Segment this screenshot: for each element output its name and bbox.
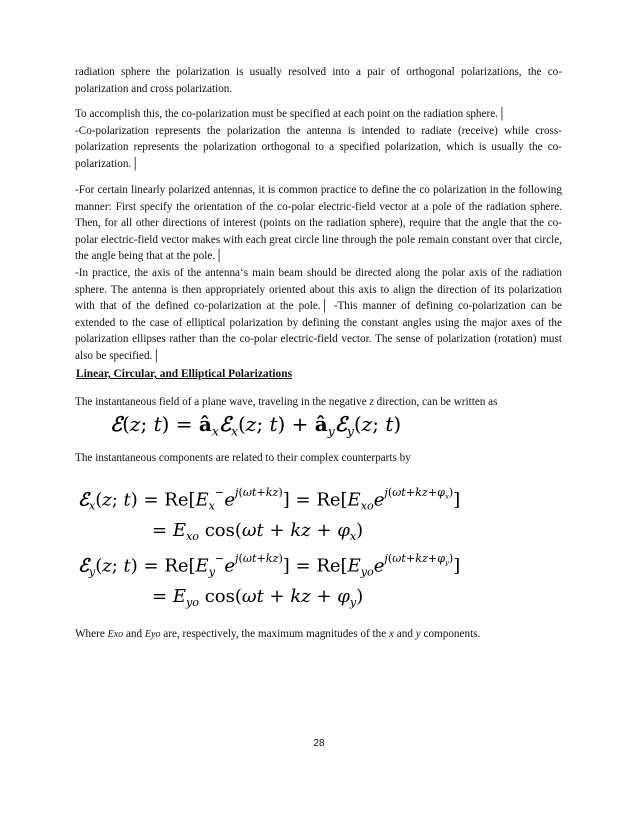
equation-ey-cos: = $E_{yo}$ cos(ωt + kz + $\varphi_y$) bbox=[152, 586, 364, 609]
equation-field-vector: ℰ(z; $t) = â_xℰ_x(z$; $t) + â_yℰ_y(z$; t) bbox=[110, 412, 402, 439]
paragraph-intro: The instantaneous field of a plane wave, traveling in the negative z direction, can be written as bbox=[75, 396, 498, 408]
paragraph-linear-antennas: -For certain linearly polarized antennas, it is common practice to define the co polarization in the following manner: First specify the orientation of the co-polar electric-field vector at a pole of the radiation sphere. Then, for all other directions of interest (points on the radiation sphere), require that the angle that the co-polar electric-field vector makes with each great circle line through the pole remain constant over that circle, the angle being that at the pole.│ bbox=[75, 184, 562, 263]
equation-ex-cos: = $E_{xo}$ cos(ωt + kz + $\varphi_x$) bbox=[152, 520, 364, 543]
paragraph-components: The instantaneous components are related to their complex counterparts by bbox=[75, 452, 411, 464]
equation-ex-real: ℰ$_x$(z; $t) = Re[E_x^-e^{j(\omega t+kz)}] = Re[E_{xo}e^{j(\omega t+kz+\varphi_x)}]$ bbox=[78, 486, 461, 513]
equation-ey-real: ℰ$_y$(z; $t) = Re[E_y^-e^{j(\omega t+kz)}] = Re[E_{yo}e^{j(\omega t+kz+\varphi_y)}]$ bbox=[78, 552, 461, 579]
section-heading: Linear, Circular, and Elliptical Polarizations bbox=[76, 368, 293, 380]
paragraph-radiation-sphere: radiation sphere the polarization is usually resolved into a pair of orthogonal polarizations, the co-polarization and cross polarization. bbox=[75, 66, 562, 95]
page-number: 28 bbox=[313, 738, 325, 749]
paragraph-where: Where Exo and Eyo are, respectively, the maximum magnitudes of the x and y components. bbox=[75, 628, 481, 640]
paragraph-practice: -In practice, the axis of the antenna‘s main beam should be directed along the polar axis of the radiation sphere. The antenna is then appropriately oriented about this axis to align the direction of its polarization with that of the defined co-polarization at the pole.│ -This manner of defining co-polarization can be extended to the case of elliptical polarization by defining the constant angles using the major axes of the polarization ellipses rather than the co-polar electric-field vector. The sense of polarization (rotation) must also be specified.│ bbox=[75, 267, 562, 362]
paragraph-accomplish: To accomplish this, the co-polarization must be specified at each point on the radiation sphere.│ -Co-polarization represents the polarization the antenna is intended to radiate (receive) while cross-polarization represents the polarization orthogonal to a specified polarization, which is usually the co-polarization.│ bbox=[75, 108, 562, 170]
